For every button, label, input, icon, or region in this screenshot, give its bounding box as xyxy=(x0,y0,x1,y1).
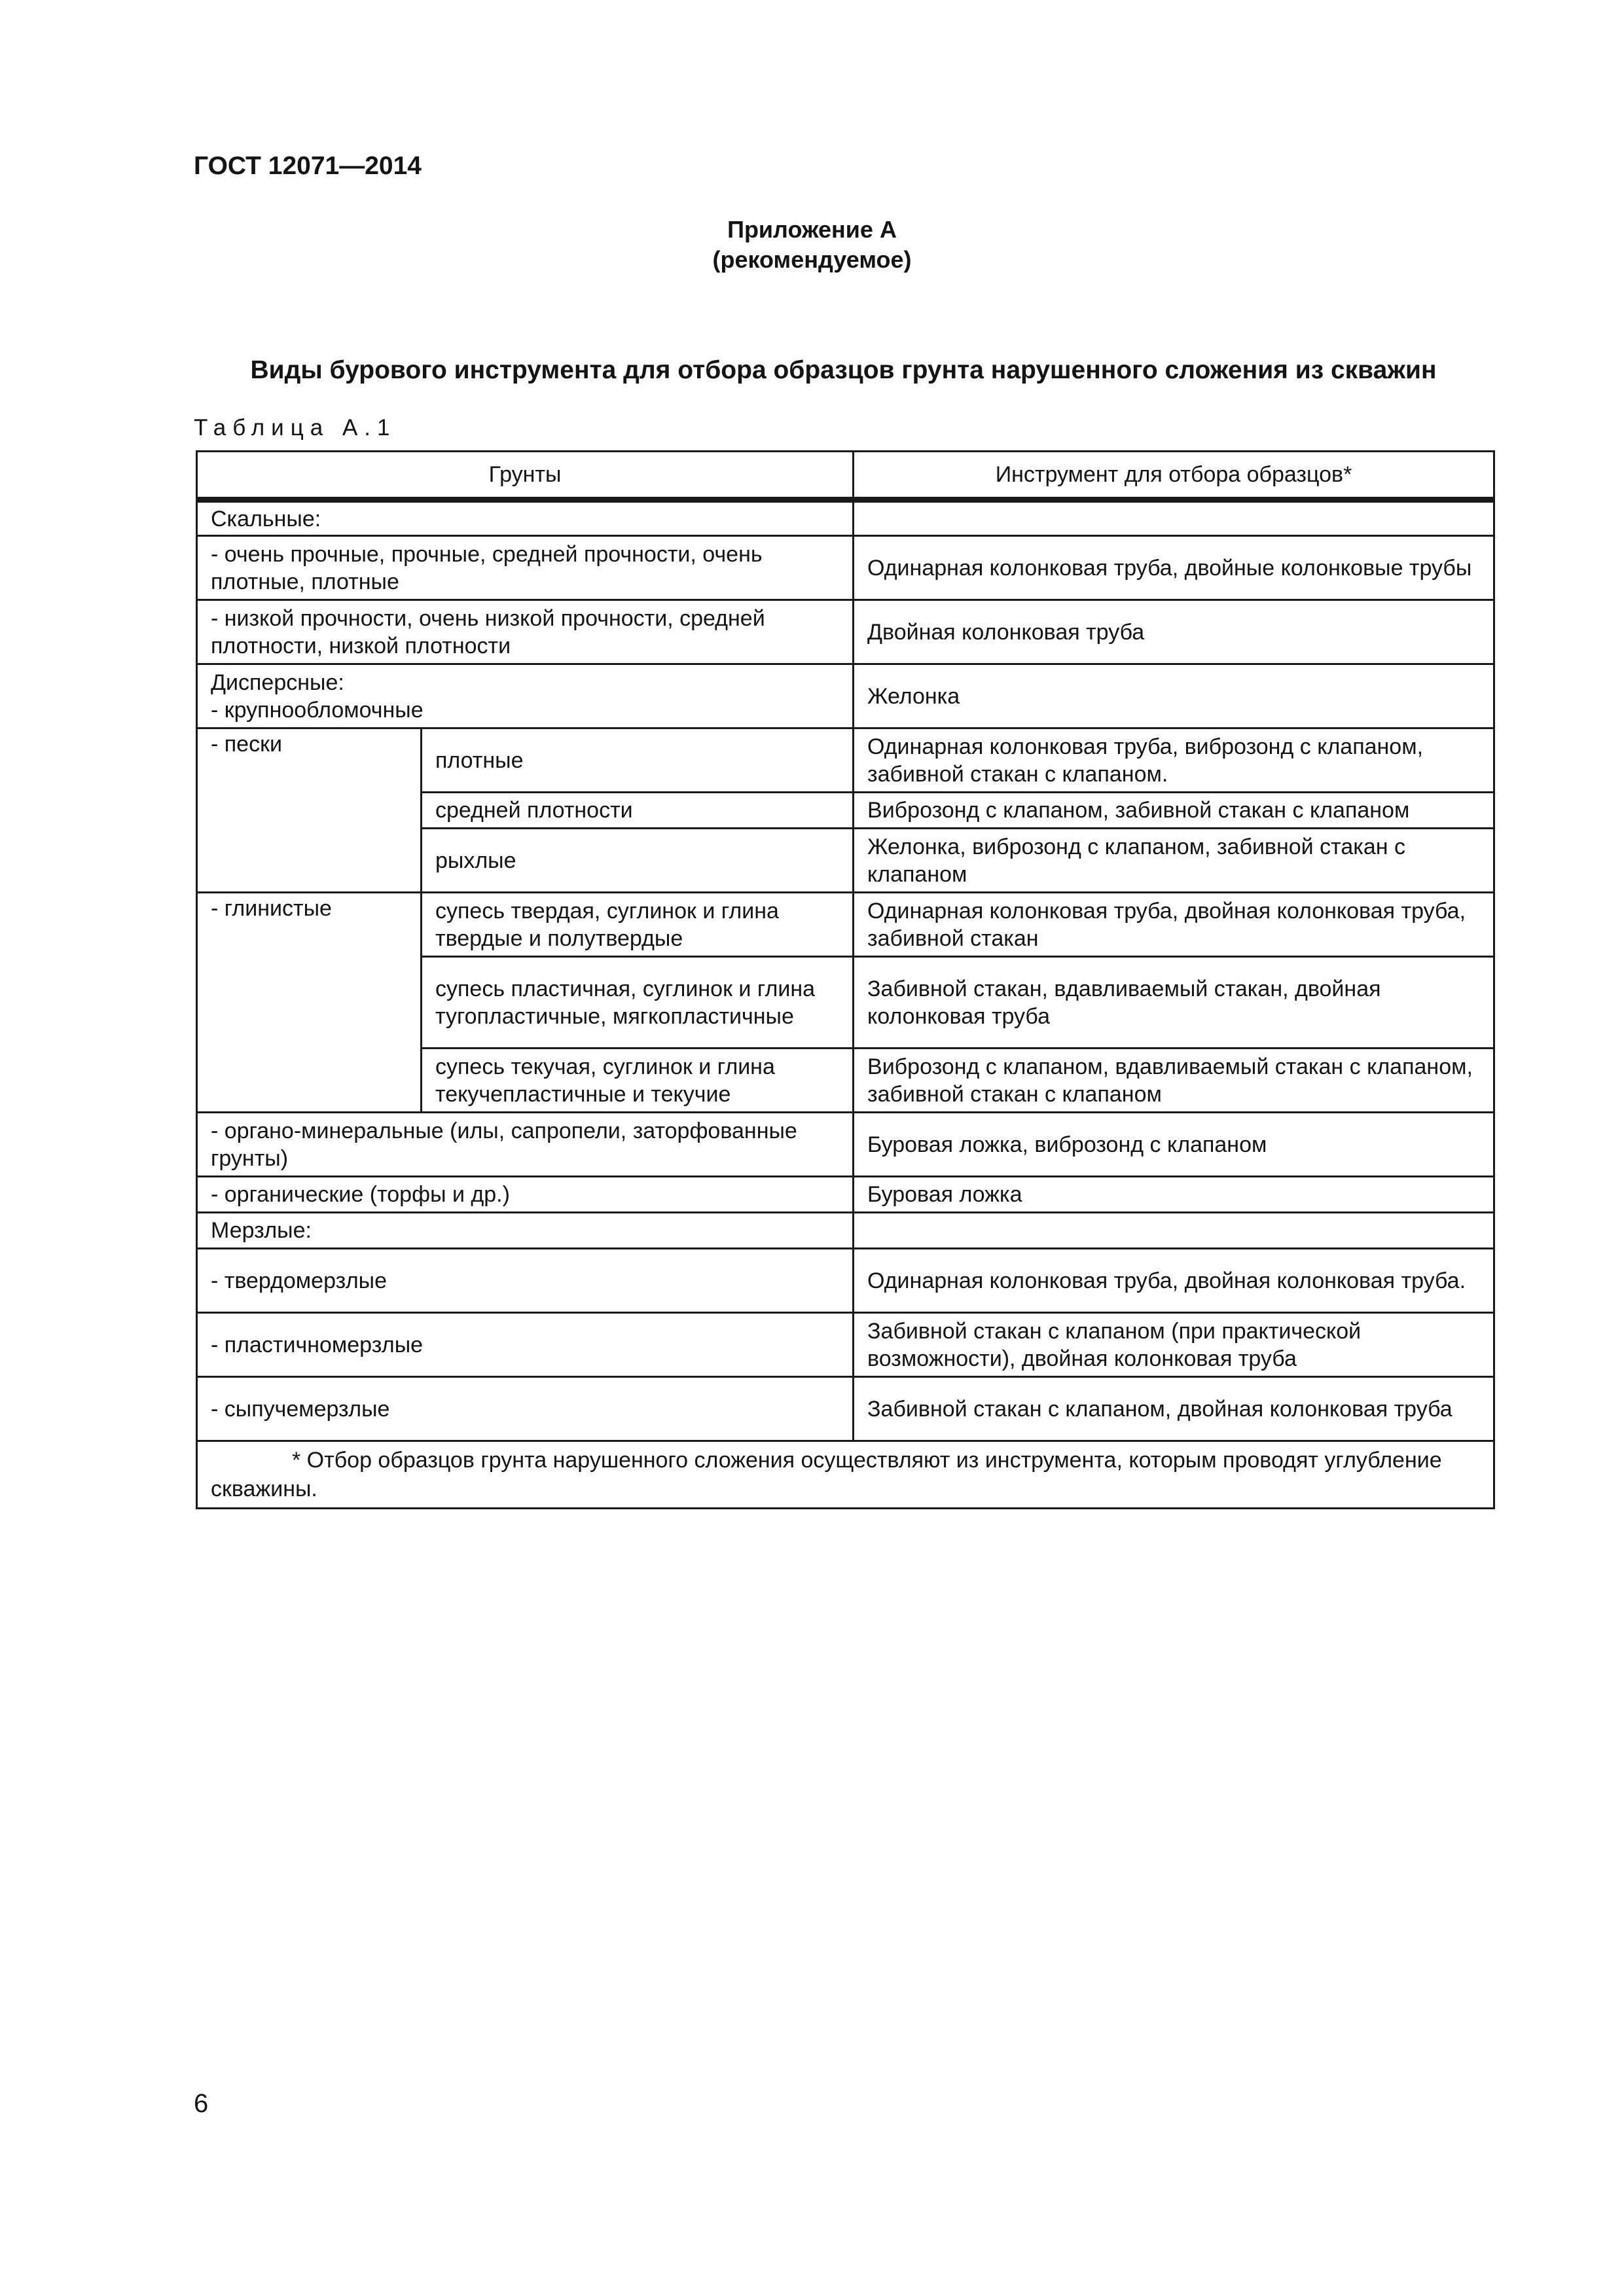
soil-subcategory: - крупнообломочные xyxy=(211,697,424,723)
tool-cell: Желонка xyxy=(854,664,1494,728)
soil-sampling-table xyxy=(196,450,1495,1509)
soil-cell xyxy=(197,664,854,728)
table-row xyxy=(197,500,1494,536)
soil-subtype-cell: супесь текучая, суглинок и глина текучепластичные и текучие xyxy=(422,1049,854,1113)
table-footnote-row xyxy=(197,1441,1494,1509)
soil-cell: - пластичномерзлые xyxy=(197,1313,854,1377)
soil-subtype-cell: средней плотности xyxy=(422,793,854,829)
soil-subtype-cell: супесь пластичная, суглинок и глина тугопластичные, мягкопластичные xyxy=(422,957,854,1049)
soil-cell: - органо-минеральные (илы, сапропели, заторфованные грунты) xyxy=(197,1113,854,1177)
soil-subtype-cell: рыхлые xyxy=(422,829,854,893)
tool-cell: Одинарная колонковая труба, двойная колонковая труба. xyxy=(854,1249,1494,1313)
table-row xyxy=(197,1177,1494,1213)
tool-cell: Буровая ложка, виброзонд с клапаном xyxy=(854,1113,1494,1177)
soil-cell: Скальные: xyxy=(197,500,854,536)
soil-subtype-cell: плотные xyxy=(422,728,854,793)
page-title: Виды бурового инструмента для отбора образцов грунта нарушенного сложения из скважин xyxy=(250,356,1437,384)
soil-cell: - сыпучемерзлые xyxy=(197,1377,854,1441)
tool-cell xyxy=(854,1213,1494,1249)
tool-cell: Буровая ложка xyxy=(854,1177,1494,1213)
tool-cell: Двойная колонковая труба xyxy=(854,600,1494,664)
soil-subtype-cell: супесь твердая, суглинок и глина твердые и полутвердые xyxy=(422,893,854,957)
tool-cell: Одинарная колонковая труба, двойная колонковая труба, забивной стакан xyxy=(854,893,1494,957)
table-row xyxy=(197,1249,1494,1313)
table-row xyxy=(197,893,1494,957)
appendix-label: Приложение А xyxy=(727,216,897,243)
table-row xyxy=(197,1313,1494,1377)
table-row xyxy=(197,728,1494,793)
table-row xyxy=(197,1213,1494,1249)
soil-cell: Мерзлые: xyxy=(197,1213,854,1249)
soil-group-cell: - пески xyxy=(197,728,422,893)
tool-cell: Забивной стакан, вдавливаемый стакан, двойная колонковая труба xyxy=(854,957,1494,1049)
tool-cell: Виброзонд с клапаном, вдавливаемый стакан с клапаном, забивной стакан с клапаном xyxy=(854,1049,1494,1113)
header-soils: Грунты xyxy=(197,452,854,500)
soil-category: Дисперсные: xyxy=(211,670,344,695)
table-row xyxy=(197,536,1494,600)
tool-cell: Желонка, виброзонд с клапаном, забивной стакан с клапаном xyxy=(854,829,1494,893)
soil-cell: - низкой прочности, очень низкой прочности, средней плотности, низкой плотности xyxy=(197,600,854,664)
standard-code: ГОСТ 12071—2014 xyxy=(194,152,422,180)
soil-cell: - органические (торфы и др.) xyxy=(197,1177,854,1213)
tool-cell: Забивной стакан с клапаном, двойная колонковая труба xyxy=(854,1377,1494,1441)
soil-group-cell: - глинистые xyxy=(197,893,422,1113)
tool-cell: Виброзонд с клапаном, забивной стакан с клапаном xyxy=(854,793,1494,829)
table-row xyxy=(197,664,1494,728)
page-number: 6 xyxy=(194,2089,209,2118)
header-tool: Инструмент для отбора образцов* xyxy=(854,452,1494,500)
table-row xyxy=(197,1377,1494,1441)
tool-cell: Одинарная колонковая труба, виброзонд с клапаном, забивной стакан с клапаном. xyxy=(854,728,1494,793)
footnote-text: * Отбор образцов грунта нарушенного сложения осуществляют из инструмента, которым проводят углубление скважины. xyxy=(211,1448,1442,1501)
appendix-status: (рекомендуемое) xyxy=(712,246,912,273)
table-row xyxy=(197,1113,1494,1177)
tool-cell: Забивной стакан с клапаном (при практической возможности), двойная колонковая труба xyxy=(854,1313,1494,1377)
tool-cell xyxy=(854,500,1494,536)
appendix-heading xyxy=(0,215,1624,275)
table-footnote xyxy=(197,1441,1494,1509)
table-caption: Таблица А.1 xyxy=(194,415,397,440)
table-row xyxy=(197,600,1494,664)
soil-cell: - очень прочные, прочные, средней прочности, очень плотные, плотные xyxy=(197,536,854,600)
tool-cell: Одинарная колонковая труба, двойные колонковые трубы xyxy=(854,536,1494,600)
soil-cell: - твердомерзлые xyxy=(197,1249,854,1313)
table-header-row xyxy=(197,452,1494,500)
